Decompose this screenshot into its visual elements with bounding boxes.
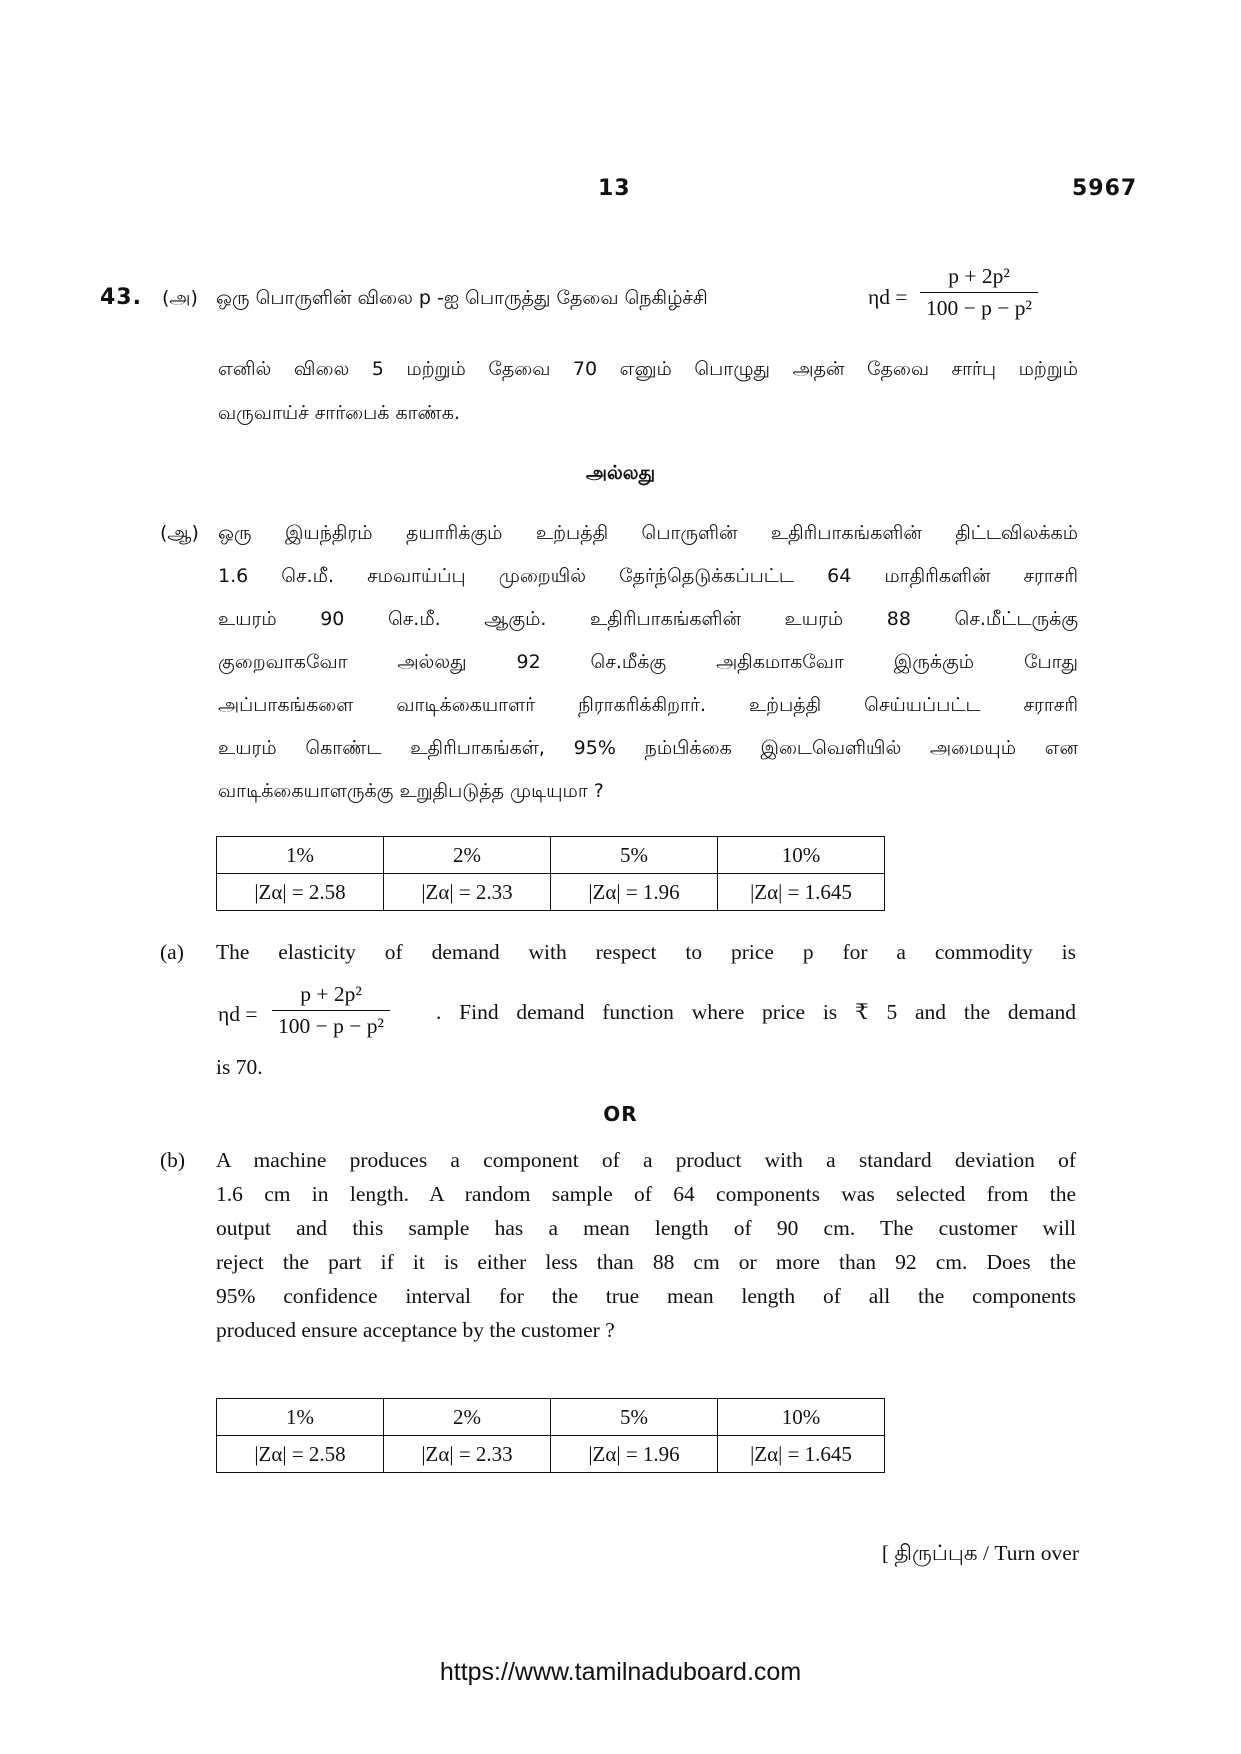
tamil-b-line: அப்பாகங்களை வாடிக்கையாளர் நிராகரிக்கிறார். உற்பத்தி செய்யப்பட்ட சராசரி xyxy=(218,694,1078,716)
footer-url[interactable]: https://www.tamilnaduboard.com xyxy=(439,1658,802,1686)
z-table-tamil xyxy=(216,836,885,911)
table-value-cell: |Zα| = 2.33 xyxy=(384,1436,551,1473)
tamil-b-line: உயரம் கொண்ட உதிரிபாகங்கள், 95% நம்பிக்கை இடைவெளியில் அமையும் என xyxy=(218,737,1078,759)
tamil-b-marker: (ஆ) xyxy=(160,522,199,544)
paper-code: 5967 xyxy=(1072,176,1138,201)
tamil-b-line: உயரம் 90 செ.மீ. ஆகும். உதிரிபாகங்களின் உயரம் 88 செ.மீட்டருக்கு xyxy=(218,608,1078,630)
question-number: 43. xyxy=(100,285,142,310)
table-header-cell: 5% xyxy=(551,1399,718,1436)
table-value-cell: |Zα| = 1.645 xyxy=(718,1436,885,1473)
tamil-b-paragraph xyxy=(218,522,1078,823)
table-value-cell: |Zα| = 1.96 xyxy=(551,874,718,911)
english-a-marker: (a) xyxy=(160,940,184,964)
english-a-line2: . Find demand function where price is ₹ 5 and the demand xyxy=(436,1000,1076,1024)
tamil-a-line2: எனில் விலை 5 மற்றும் தேவை 70 எனும் பொழுது அதன் தேவை சார்பு மற்றும் xyxy=(218,358,1078,380)
table-header-cell: 5% xyxy=(551,837,718,874)
english-a-numerator: p + 2p² xyxy=(300,982,362,1006)
english-or: OR xyxy=(603,1102,638,1126)
tamil-b-line: குறைவாகவோ அல்லது 92 செ.மீக்கு அதிகமாகவோ இருக்கும் போது xyxy=(218,651,1078,673)
table-value-cell: |Zα| = 2.58 xyxy=(217,1436,384,1473)
table-header-cell: 1% xyxy=(217,1399,384,1436)
english-b-line: 95% confidence interval for the true mean length of all the components xyxy=(216,1284,1076,1308)
english-a-line1: The elasticity of demand with respect to price p for a commodity is xyxy=(216,940,1076,964)
english-b-paragraph xyxy=(216,1148,1076,1352)
tamil-a-eta: ηd = xyxy=(868,285,908,309)
page-number: 13 xyxy=(598,176,631,201)
table-value-cell: |Zα| = 2.58 xyxy=(217,874,384,911)
tamil-b-line: ஒரு இயந்திரம் தயாரிக்கும் உற்பத்தி பொருளின் உதிரிபாகங்களின் திட்டவிலக்கம் xyxy=(218,522,1078,544)
english-b-line: output and this sample has a mean length of 90 cm. The customer will xyxy=(216,1216,1076,1240)
z-table-english xyxy=(216,1398,885,1473)
table-value-cell: |Zα| = 1.96 xyxy=(551,1436,718,1473)
table-header-cell: 1% xyxy=(217,837,384,874)
english-b-line: reject the part if it is either less than 88 cm or more than 92 cm. Does the xyxy=(216,1250,1076,1274)
table-header-cell: 10% xyxy=(718,837,885,874)
table-value-cell: |Zα| = 2.33 xyxy=(384,874,551,911)
tamil-b-line: வாடிக்கையாளருக்கு உறுதிபடுத்த முடியுமா ? xyxy=(218,780,604,802)
table-header-cell: 2% xyxy=(384,837,551,874)
english-b-line: A machine produces a component of a product with a standard deviation of xyxy=(216,1148,1076,1172)
tamil-a-line3: வருவாய்ச் சார்பைக் காண்க. xyxy=(218,402,460,424)
tamil-a-marker: (அ) xyxy=(162,287,198,309)
english-a-fraction xyxy=(272,982,390,1039)
tamil-a-line1: ஒரு பொருளின் விலை p -ஐ பொருத்து தேவை நெகிழ்ச்சி xyxy=(216,287,708,309)
english-a-eta: ηd = xyxy=(218,1002,258,1026)
tamil-a-numerator: p + 2p² xyxy=(948,264,1010,288)
table-header-cell: 10% xyxy=(718,1399,885,1436)
english-b-line: 1.6 cm in length. A random sample of 64 components was selected from the xyxy=(216,1182,1076,1206)
english-b-marker: (b) xyxy=(160,1148,186,1172)
english-b-line: produced ensure acceptance by the customer ? xyxy=(216,1318,615,1342)
turn-over-note: [ திருப்புக / Turn over xyxy=(881,1541,1079,1565)
english-a-line3: is 70. xyxy=(216,1055,263,1079)
tamil-b-line: 1.6 செ.மீ. சமவாய்ப்பு முறையில் தேர்ந்தெடுக்கப்பட்ட 64 மாதிரிகளின் சராசரி xyxy=(218,565,1078,587)
english-a-denominator: 100 − p − p² xyxy=(272,1010,390,1039)
tamil-or: அல்லது xyxy=(585,462,656,484)
table-value-cell: |Zα| = 1.645 xyxy=(718,874,885,911)
tamil-a-denominator: 100 − p − p² xyxy=(920,292,1038,321)
table-header-cell: 2% xyxy=(384,1399,551,1436)
tamil-a-fraction xyxy=(920,264,1038,321)
